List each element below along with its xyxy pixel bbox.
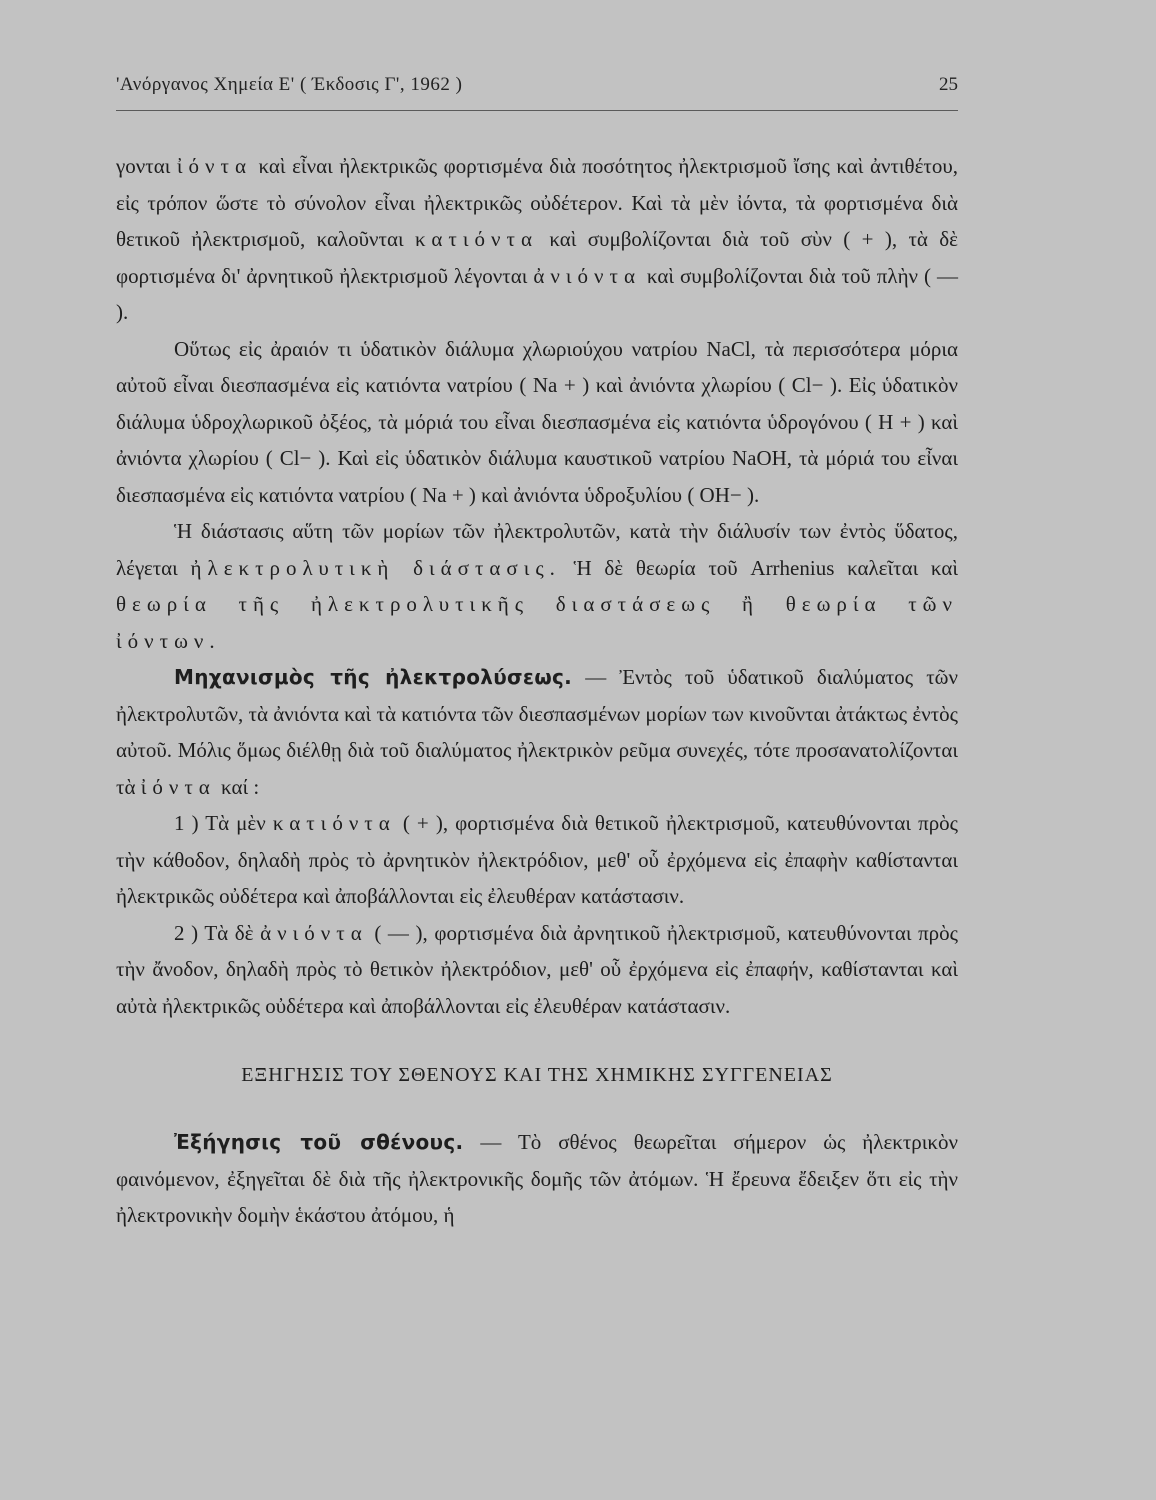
spaced-term: κατιόντα [272, 811, 396, 835]
spaced-term: θεωρία τῆς ἠλεκτρολυτικῆς διαστάσεως ἢ θεωρία τῶν ἰόντων. [116, 592, 958, 653]
text-run: ( — ), φορτισμένα διὰ ἀρνητικοῦ ἠλεκτρισμοῦ, κατευθύνονται πρὸς τὴν ἄνοδον, δηλαδὴ πρὸς τὸ θετικὸν ἠλεκτρόδιον, μεθ' οὗ ἐρχόμενα εἰς ἐπαφήν, καθίστανται καὶ αὐτὰ ἠλεκτρικῶς οὐδέτερα καὶ ἀποβάλλονται εἰς ἐλευθέραν κατάστασιν. [116, 920, 958, 1018]
header-rule [116, 110, 958, 111]
spaced-term: κατιόντα [415, 227, 538, 251]
spaced-term: ἰόντα [140, 774, 216, 799]
text-run: Ἡ δὲ θεωρία τοῦ Arrhenius καλεῖται καὶ [560, 555, 958, 580]
spaced-term: ἰόντα [176, 154, 252, 178]
paragraph-ions-definition [116, 148, 958, 331]
list-item-anions [116, 915, 958, 1025]
text-run: καὶ συμβολίζονται διὰ τοῦ σὺν ( + ), τὰ δὲ φορτισμένα δι' ἀρνητικοῦ ἠλεκτρισμοῦ λέγονται [116, 227, 958, 288]
text-run: γονται [116, 154, 177, 178]
text-run: Ἡ διάστασις αὕτη τῶν μορίων τῶν ἠλεκτρολυτῶν, κατὰ τὴν διάλυσίν των ἐντὸς ὕδατος, λέγεται [116, 519, 958, 580]
section-title: ΕΞΗΓΗΣΙΣ ΤΟΥ ΣΘΕΝΟΥΣ ΚΑΙ ΤΗΣ ΧΗΜΙΚΗΣ ΣΥΓΓΕΝΕΙΑΣ [241, 1064, 833, 1086]
paragraph-examples: Οὕτως εἰς ἀραιόν τι ὑδατικὸν διάλυμα χλωριούχου νατρίου NaCl, τὰ περισσότερα μόρια αὐτοῦ εἶναι διεσπασμένα εἰς κατιόντα νατρίου ( Na + ) καὶ ἀνιόντα χλωρίου ( Cl− ). Εἰς ὑδατικὸν διάλυμα ὑδροχλωρικοῦ ὀξέος, τὰ μόριά του εἶναι διεσπασμένα εἰς κατιόντα ὑδρογόνου ( H + ) καὶ ἀνιόντα χλωρίου ( Cl− ). Καὶ εἰς ὑδατικὸν διάλυμα καυστικοῦ νατρίου NaOH, τὰ μόριά του εἶναι διεσπασμένα εἰς κατιόντα νατρίου ( Na + ) καὶ ἀνιόντα ὑδροξυλίου ( OH− ). [116, 336, 958, 507]
text-run: 1 ) Τὰ μὲν [174, 811, 273, 835]
header-title: 'Ανόργανος Χημεία Ε' ( Έκδοσις Γ', 1962 ) [116, 74, 463, 95]
paragraph-electrolysis-mechanism [116, 659, 958, 805]
text-run: — Ἐντὸς τοῦ ὑδατικοῦ διαλύματος τῶν ἠλεκτρολυτῶν, τὰ ἀνιόντα καὶ τὰ κατιόντα τῶν διεσπασμένων μορίων των κινοῦνται ἀτάκτως ἐντὸς αὐτοῦ. Μόλις ὅμως διέλθῃ διὰ τοῦ διαλύματος ἠλεκτρικὸν ρεῦμα συνεχές, τότε προσανατολίζονται τὰ [116, 665, 958, 799]
spaced-term: ἀνιόντα [533, 263, 641, 288]
running-header [116, 74, 958, 102]
text-run: — Τὸ σθένος θεωρεῖται σήμερον ὡς ἠλεκτρικὸν φαινόμενον, ἐξηγεῖται δὲ διὰ τῆς ἠλεκτρονικῆς δομῆς τῶν ἀτόμων. Ἡ ἔρευνα ἔδειξεν ὅτι εἰς τὴν ἠλεκτρονικὴν δομὴν ἑκάστου ἀτόμου, ἡ [116, 1130, 959, 1227]
page-number: 25 [939, 74, 958, 95]
paragraph-dissociation [116, 513, 958, 659]
text-run: καὶ συμβολίζονται διὰ τοῦ πλὴν ( — ). [116, 263, 958, 324]
list-item-cations [116, 805, 958, 915]
body-text [116, 148, 958, 1234]
text-run: καὶ εἶναι ἠλεκτρικῶς φορτισμένα διὰ ποσότητος ἠλεκτρισμοῦ ἴσης καὶ ἀντιθέτου, εἰς τρόπον ὥστε τὸ σύνολον εἶναι ἠλεκτρικῶς οὐδέτερον. Καὶ τὰ μὲν ἰόντα, τὰ φορτισμένα διὰ θετικοῦ ἠλεκτρισμοῦ, καλοῦνται [116, 154, 958, 251]
spaced-term: ἠλεκτρολυτικὴ διάστασις. [190, 555, 561, 580]
text-run: καί : [215, 774, 260, 799]
run-in-heading: Ἐξήγησις τοῦ σθένους. [174, 1130, 464, 1154]
run-in-heading: Μηχανισμὸς τῆς ἠλεκτρολύσεως. [174, 665, 573, 689]
spaced-term: ἀνιόντα [260, 920, 368, 945]
text-run: ( + ), φορτισμένα διὰ θετικοῦ ἠλεκτρισμοῦ, κατευθύνονται πρὸς τὴν κάθοδον, δηλαδὴ πρὸς τὸ ἀρνητικὸν ἠλεκτρόδιον, μεθ' οὗ ἐρχόμενα εἰς ἐπαφὴν καθίστανται ἠλεκτρικῶς οὐδέτερα καὶ ἀποβάλλονται εἰς ἐλευθέραν κατάστασιν. [116, 811, 958, 908]
text-run: 2 ) Τὰ δὲ [174, 920, 261, 945]
paragraph-valence [116, 1124, 958, 1234]
